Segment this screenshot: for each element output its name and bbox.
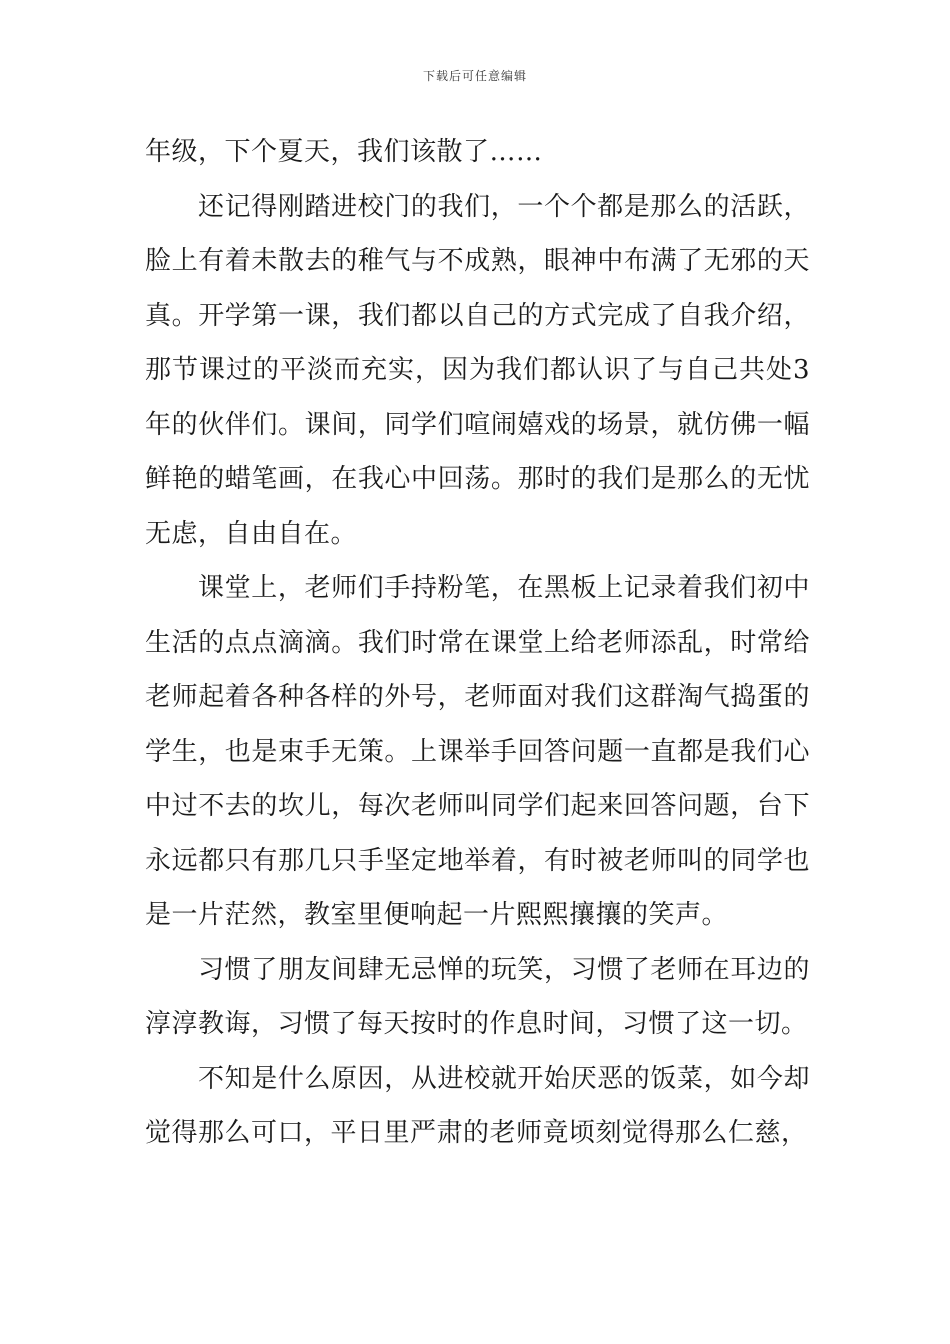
document-body (145, 125, 810, 1161)
page-header: 下载后可任意编辑 (422, 69, 527, 83)
paragraph: 年级，下个夏天，我们该散了…… (145, 137, 543, 167)
paragraph: 课堂上，老师们手持粉笔，在黑板上记录着我们初中生活的点点滴滴。我们时常在课堂上给老师添乱，时常给老师起着各种各样的外号，老师面对我们这群淘气捣蛋的学生，也是束手无策。上课举手回答问题一直都是我们心中过不去的坎儿，每次老师叫同学们起来回答问题，台下永远都只有那几只手坚定地举着，有时被老师叫的同学也是一片茫然，教室里便响起一片熙熙攘攘的笑声。 (145, 573, 810, 930)
paragraph: 还记得刚踏进校门的我们，一个个都是那么的活跃，脸上有着未散去的稚气与不成熟，眼神中布满了无邪的天真。开学第一课，我们都以自己的方式完成了自我介绍，那节课过的平淡而充实，因为我们都认识了与自己共处3年的伙伴们。课间，同学们喧闹嬉戏的场景，就仿佛一幅鲜艳的蜡笔画，在我心中回荡。那时的我们是那么的无忧无虑，自由自在。 (145, 191, 810, 549)
paragraph: 习惯了朋友间肆无忌惮的玩笑，习惯了老师在耳边的淳淳教诲，习惯了每天按时的作息时间，习惯了这一切。 (145, 954, 810, 1039)
paragraph: 不知是什么原因，从进校就开始厌恶的饭菜，如今却觉得那么可口，平日里严肃的老师竟顷刻觉得那么仁慈， (145, 1063, 810, 1148)
